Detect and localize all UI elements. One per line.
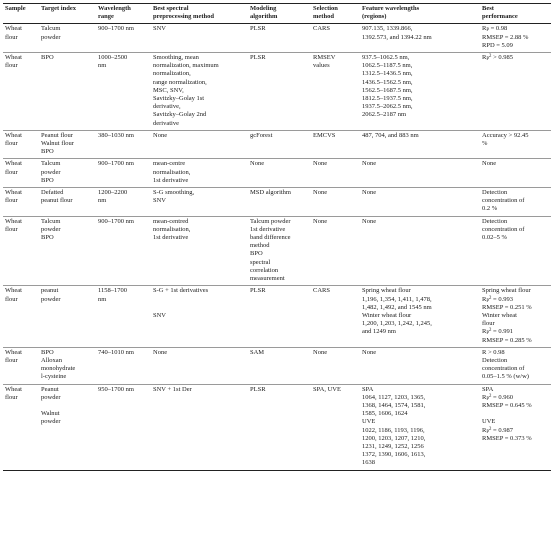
cell-range <box>96 384 151 470</box>
cell-text: 487, 704, and 883 nm <box>362 131 419 139</box>
cell-text: RMSEP = 0.645 % <box>482 401 532 409</box>
cell-algorithm <box>248 286 311 347</box>
cell-selection <box>311 216 360 286</box>
cell-target <box>39 53 96 131</box>
cell-text: BPO <box>41 234 54 242</box>
cell-text: flour <box>482 320 495 328</box>
cell-text: Detection <box>482 356 508 364</box>
cell-target <box>39 24 96 53</box>
cell-text: 1231, 1249, 1252, 1256 <box>362 442 424 450</box>
cell-range <box>96 188 151 217</box>
cell-text: powder <box>41 33 61 41</box>
header-text: Feature wavelengths <box>362 5 420 12</box>
cell-text: peanut <box>41 287 59 295</box>
cell-text: Peanut flour <box>41 131 73 139</box>
cell-text: None <box>313 189 328 197</box>
cell-text: Talcum <box>41 160 61 168</box>
cell-sample <box>3 130 39 159</box>
cell-text: correlation <box>250 266 279 274</box>
cell-text: 900–1700 nm <box>98 25 134 33</box>
cell-target <box>39 216 96 286</box>
cell-text: l-cysteine <box>41 373 67 381</box>
cell-text: Winter wheat <box>482 311 517 319</box>
cell-text: 907.135, 1339.866, <box>362 25 413 33</box>
cell-text: Accuracy > 92.45 <box>482 131 529 139</box>
cell-text: PLSR <box>250 54 266 62</box>
cell-algorithm <box>248 53 311 131</box>
header-text: Selection <box>313 5 338 12</box>
cell-features <box>360 53 480 131</box>
cell-text: flour <box>5 62 18 70</box>
cell-text: 0.2 % <box>482 205 498 213</box>
table-row <box>3 53 551 131</box>
cell-text: 1062.5–1187.5 nm, <box>362 62 413 70</box>
cell-sample <box>3 53 39 131</box>
cell-text: flour <box>5 225 18 233</box>
cell-range <box>96 216 151 286</box>
header-feature-wavelengths <box>360 4 480 24</box>
cell-text: 1st derivative <box>153 234 189 242</box>
table-body <box>3 24 551 470</box>
cell-text: Spring wheat flour <box>482 287 531 295</box>
cell-text: powder <box>41 393 61 401</box>
table-row <box>3 286 551 347</box>
cell-spacer <box>41 402 94 410</box>
cell-text: None <box>482 160 497 168</box>
cell-text: flour <box>5 140 18 148</box>
cell-text: 1,196, 1,354, 1,411, 1,478, <box>362 295 432 303</box>
header-selection-method <box>311 4 360 24</box>
cell-text: RMSEP = 0.251 % <box>482 303 532 311</box>
cell-text: $R_P^2 = 0.987$ <box>482 426 513 435</box>
table-row <box>3 188 551 217</box>
cell-features <box>360 188 480 217</box>
cell-text: Walnut flour <box>41 140 74 148</box>
cell-text: 1,200, 1,203, 1,242, 1,245, <box>362 320 432 328</box>
literature-summary-table <box>3 3 551 471</box>
cell-text: 740–1010 nm <box>98 348 134 356</box>
cell-text: gcForest <box>250 131 273 139</box>
cell-text: 1st derivative <box>153 176 189 184</box>
cell-text: Talcum powder <box>250 217 291 225</box>
cell-text: CARS <box>313 25 330 33</box>
cell-spacer <box>153 296 246 312</box>
cell-sample <box>3 24 39 53</box>
cell-text: 1200–2200 <box>98 189 128 197</box>
cell-text: 1436.5–1562.5 nm, <box>362 78 413 86</box>
cell-text: None <box>313 160 328 168</box>
cell-algorithm <box>248 188 311 217</box>
cell-text: SNV <box>153 311 167 319</box>
cell-text: Alloxan <box>41 356 62 364</box>
cell-selection <box>311 159 360 188</box>
cell-text: Detection <box>482 217 508 225</box>
cell-text: RMSEP = 2.88 % <box>482 33 529 41</box>
cell-range <box>96 24 151 53</box>
cell-target <box>39 188 96 217</box>
cell-text: 1392.573, and 1394.22 nm <box>362 33 432 41</box>
cell-text: MSC, SNV, <box>153 86 184 94</box>
cell-text: Detection <box>482 189 508 197</box>
table-row <box>3 24 551 53</box>
cell-preprocessing <box>151 159 248 188</box>
cell-text: 1937.5–2062.5 nm, <box>362 103 413 111</box>
cell-selection <box>311 130 360 159</box>
header-sample <box>3 4 39 24</box>
header-text: Best <box>482 5 494 12</box>
cell-text: SPA, UVE <box>313 385 341 393</box>
cell-text: RMSEP = 0.373 % <box>482 434 532 442</box>
cell-range <box>96 286 151 347</box>
cell-preprocessing <box>151 347 248 384</box>
header-text: performance <box>482 13 518 21</box>
cell-text: 1200, 1203, 1207, 1210, <box>362 434 426 442</box>
cell-text: 1585, 1606, 1624 <box>362 410 408 418</box>
header-row <box>3 4 551 24</box>
cell-preprocessing <box>151 188 248 217</box>
cell-text: 1022, 1186, 1193, 1196, <box>362 426 425 434</box>
cell-text: SNV <box>153 25 167 33</box>
cell-text: normalization, maximum <box>153 62 219 70</box>
cell-preprocessing <box>151 53 248 131</box>
cell-spacer <box>482 410 549 418</box>
cell-range <box>96 130 151 159</box>
cell-text: 1064, 1127, 1203, 1365, <box>362 393 426 401</box>
cell-text: powder <box>41 225 61 233</box>
cell-text: Wheat <box>5 385 22 393</box>
cell-target <box>39 130 96 159</box>
cell-selection <box>311 286 360 347</box>
cell-text: measurement <box>250 275 285 283</box>
header-text: Best spectral <box>153 5 189 12</box>
cell-text: UVE <box>362 418 376 426</box>
cell-text: Winter wheat flour <box>362 311 412 319</box>
cell-text: range normalization, <box>153 78 207 86</box>
cell-text: PLSR <box>250 385 266 393</box>
cell-text: Wheat <box>5 131 22 139</box>
cell-text: Talcum <box>41 217 61 225</box>
header-text: Sample <box>5 5 26 12</box>
cell-performance <box>480 384 551 470</box>
cell-text: 937.5–1062.5 nm, <box>362 54 410 62</box>
cell-selection <box>311 384 360 470</box>
table-row <box>3 384 551 470</box>
cell-text: nm <box>98 62 107 70</box>
cell-text: Wheat <box>5 25 22 33</box>
cell-text: method <box>250 242 270 250</box>
cell-text: EMCVS <box>313 131 336 139</box>
cell-text: None <box>362 160 377 168</box>
cell-text: SPA <box>482 385 494 393</box>
cell-text: BPO <box>250 250 263 258</box>
cell-text: spectral <box>250 258 271 266</box>
cell-text: Defatted <box>41 189 64 197</box>
cell-text: Savitzky–Golay 1st <box>153 95 205 103</box>
table-row <box>3 159 551 188</box>
cell-text: Smoothing, mean <box>153 54 199 62</box>
cell-text: derivative <box>153 119 179 127</box>
cell-text: mean-centre <box>153 160 186 168</box>
cell-text: normalisation, <box>153 225 191 233</box>
cell-text: MSD algorithm <box>250 189 291 197</box>
cell-text: PLSR <box>250 287 266 295</box>
cell-text: flour <box>5 197 18 205</box>
cell-algorithm <box>248 216 311 286</box>
cell-text: concentration of <box>482 365 525 373</box>
table-row <box>3 130 551 159</box>
cell-preprocessing <box>151 286 248 347</box>
header-text: algorithm <box>250 13 278 21</box>
header-preprocessing-method <box>151 4 248 24</box>
cell-performance <box>480 130 551 159</box>
cell-text: $R_P^2 = 0.993$ <box>482 295 513 304</box>
cell-text: SNV + 1st Der <box>153 385 192 393</box>
cell-target <box>39 286 96 347</box>
cell-text: BPO <box>41 54 54 62</box>
header-text: range <box>98 13 114 21</box>
cell-sample <box>3 216 39 286</box>
cell-text: 1638 <box>362 459 375 467</box>
cell-text: flour <box>5 295 18 303</box>
cell-text: nm <box>98 295 107 303</box>
cell-text: normalization, <box>153 70 191 78</box>
cell-preprocessing <box>151 24 248 53</box>
cell-text: $R_P = 0.98$ <box>482 25 508 34</box>
cell-algorithm <box>248 24 311 53</box>
cell-performance <box>480 188 551 217</box>
header-text: preprocessing method <box>153 13 214 21</box>
cell-text: BPO <box>41 148 54 156</box>
cell-range <box>96 347 151 384</box>
header-text: Target index <box>41 5 76 12</box>
cell-sample <box>3 384 39 470</box>
cell-target <box>39 159 96 188</box>
cell-text: 0.05–1.5 % (w/w) <box>482 373 529 381</box>
cell-text: RMSEP = 0.285 % <box>482 336 532 344</box>
cell-text: Peanut <box>41 385 59 393</box>
cell-text: Walnut <box>41 410 60 418</box>
cell-text: 1158–1700 <box>98 287 128 295</box>
cell-text: Wheat <box>5 54 22 62</box>
cell-text: SPA <box>362 385 374 393</box>
cell-text: monohydrate <box>41 365 76 373</box>
cell-text: CARS <box>313 287 330 295</box>
cell-text: concentration of <box>482 197 525 205</box>
cell-features <box>360 286 480 347</box>
cell-sample <box>3 188 39 217</box>
cell-text: band difference <box>250 234 291 242</box>
cell-selection <box>311 188 360 217</box>
cell-text: derivative, <box>153 103 181 111</box>
cell-text: Wheat <box>5 217 22 225</box>
cell-selection <box>311 53 360 131</box>
cell-text: 1,482, 1,492, and 1545 nm <box>362 303 432 311</box>
cell-text: powder <box>41 295 61 303</box>
cell-selection <box>311 24 360 53</box>
cell-sample <box>3 347 39 384</box>
cell-preprocessing <box>151 216 248 286</box>
table-row <box>3 347 551 384</box>
cell-performance <box>480 24 551 53</box>
cell-target <box>39 347 96 384</box>
cell-text: PLSR <box>250 25 266 33</box>
cell-text: BPO <box>41 348 54 356</box>
cell-text: Talcum <box>41 25 61 33</box>
cell-text: $R_P^2 = 0.960$ <box>482 393 513 402</box>
cell-text: UVE <box>482 418 496 426</box>
cell-text: $R_P^2 > 0.985$ <box>482 53 513 63</box>
cell-text: flour <box>5 168 18 176</box>
cell-text: and 1249 nm <box>362 328 396 336</box>
cell-text: None <box>362 348 377 356</box>
header-text: Wavelength <box>98 5 131 12</box>
cell-preprocessing <box>151 384 248 470</box>
header-text: method <box>313 13 334 21</box>
cell-performance <box>480 159 551 188</box>
cell-text: flour <box>5 393 18 401</box>
cell-sample <box>3 286 39 347</box>
cell-text: None <box>153 348 168 356</box>
cell-performance <box>480 286 551 347</box>
cell-text: None <box>313 348 328 356</box>
cell-text: None <box>250 160 265 168</box>
cell-text: flour <box>5 33 18 41</box>
cell-text: Savitzky–Golay 2nd <box>153 111 207 119</box>
cell-text: 1812.5–1937.5 nm, <box>362 95 413 103</box>
cell-text: SNV <box>153 197 167 205</box>
cell-sample <box>3 159 39 188</box>
cell-text: Wheat <box>5 348 22 356</box>
cell-text: 900–1700 nm <box>98 217 134 225</box>
cell-text: 1368, 1464, 1574, 1581, <box>362 401 426 409</box>
cell-text: mean-centred <box>153 217 189 225</box>
cell-text: powder <box>41 168 61 176</box>
cell-algorithm <box>248 130 311 159</box>
cell-text: 0.02–5 % <box>482 234 507 242</box>
cell-text: flour <box>5 356 18 364</box>
cell-algorithm <box>248 347 311 384</box>
cell-features <box>360 24 480 53</box>
header-wavelength-range <box>96 4 151 24</box>
cell-features <box>360 130 480 159</box>
cell-features <box>360 216 480 286</box>
header-modeling-algorithm <box>248 4 311 24</box>
cell-text: None <box>362 217 377 225</box>
cell-text: None <box>313 217 328 225</box>
cell-selection <box>311 347 360 384</box>
cell-text: SAM <box>250 348 265 356</box>
cell-text: 2062.5–2187 nm <box>362 111 407 119</box>
cell-features <box>360 347 480 384</box>
cell-text: 1562.5–1687.5 nm, <box>362 86 413 94</box>
cell-features <box>360 384 480 470</box>
cell-text: 1312.5–1436.5 nm, <box>362 70 413 78</box>
cell-text: Spring wheat flour <box>362 287 411 295</box>
cell-text: normalisation, <box>153 168 191 176</box>
cell-text: 1372, 1390, 1606, 1613, <box>362 451 426 459</box>
cell-text: concentration of <box>482 225 525 233</box>
cell-text: values <box>313 62 330 70</box>
cell-text: None <box>362 189 377 197</box>
header-best-performance <box>480 4 551 24</box>
cell-performance <box>480 53 551 131</box>
cell-text: RMSEV <box>313 54 336 62</box>
cell-text: $R_P^2 = 0.991$ <box>482 328 513 337</box>
cell-text: nm <box>98 197 107 205</box>
cell-text: BPO <box>41 176 54 184</box>
cell-text: RPD = 5.09 <box>482 41 513 49</box>
cell-algorithm <box>248 159 311 188</box>
cell-text: 950–1700 nm <box>98 385 134 393</box>
cell-text: 1000–2500 <box>98 54 128 62</box>
cell-target <box>39 384 96 470</box>
cell-text: % <box>482 140 488 148</box>
cell-text: S-G + 1st derivatives <box>153 287 209 295</box>
cell-text: Wheat <box>5 287 22 295</box>
cell-text: Wheat <box>5 189 22 197</box>
cell-performance <box>480 347 551 384</box>
header-target-index <box>39 4 96 24</box>
cell-text: 1st derivative <box>250 225 286 233</box>
cell-text: peanut flour <box>41 197 73 205</box>
cell-text: None <box>153 131 168 139</box>
cell-text: powder <box>41 418 61 426</box>
cell-text: 900–1700 nm <box>98 160 134 168</box>
cell-text: 380–1030 nm <box>98 131 134 139</box>
cell-performance <box>480 216 551 286</box>
cell-text: Wheat <box>5 160 22 168</box>
cell-text: S-G smoothing, <box>153 189 195 197</box>
cell-text: R > 0.98 <box>482 348 505 356</box>
table-row <box>3 216 551 286</box>
cell-range <box>96 53 151 131</box>
cell-range <box>96 159 151 188</box>
header-text: Modeling <box>250 5 277 12</box>
cell-features <box>360 159 480 188</box>
header-text: (regions) <box>362 13 387 21</box>
cell-preprocessing <box>151 130 248 159</box>
cell-algorithm <box>248 384 311 470</box>
